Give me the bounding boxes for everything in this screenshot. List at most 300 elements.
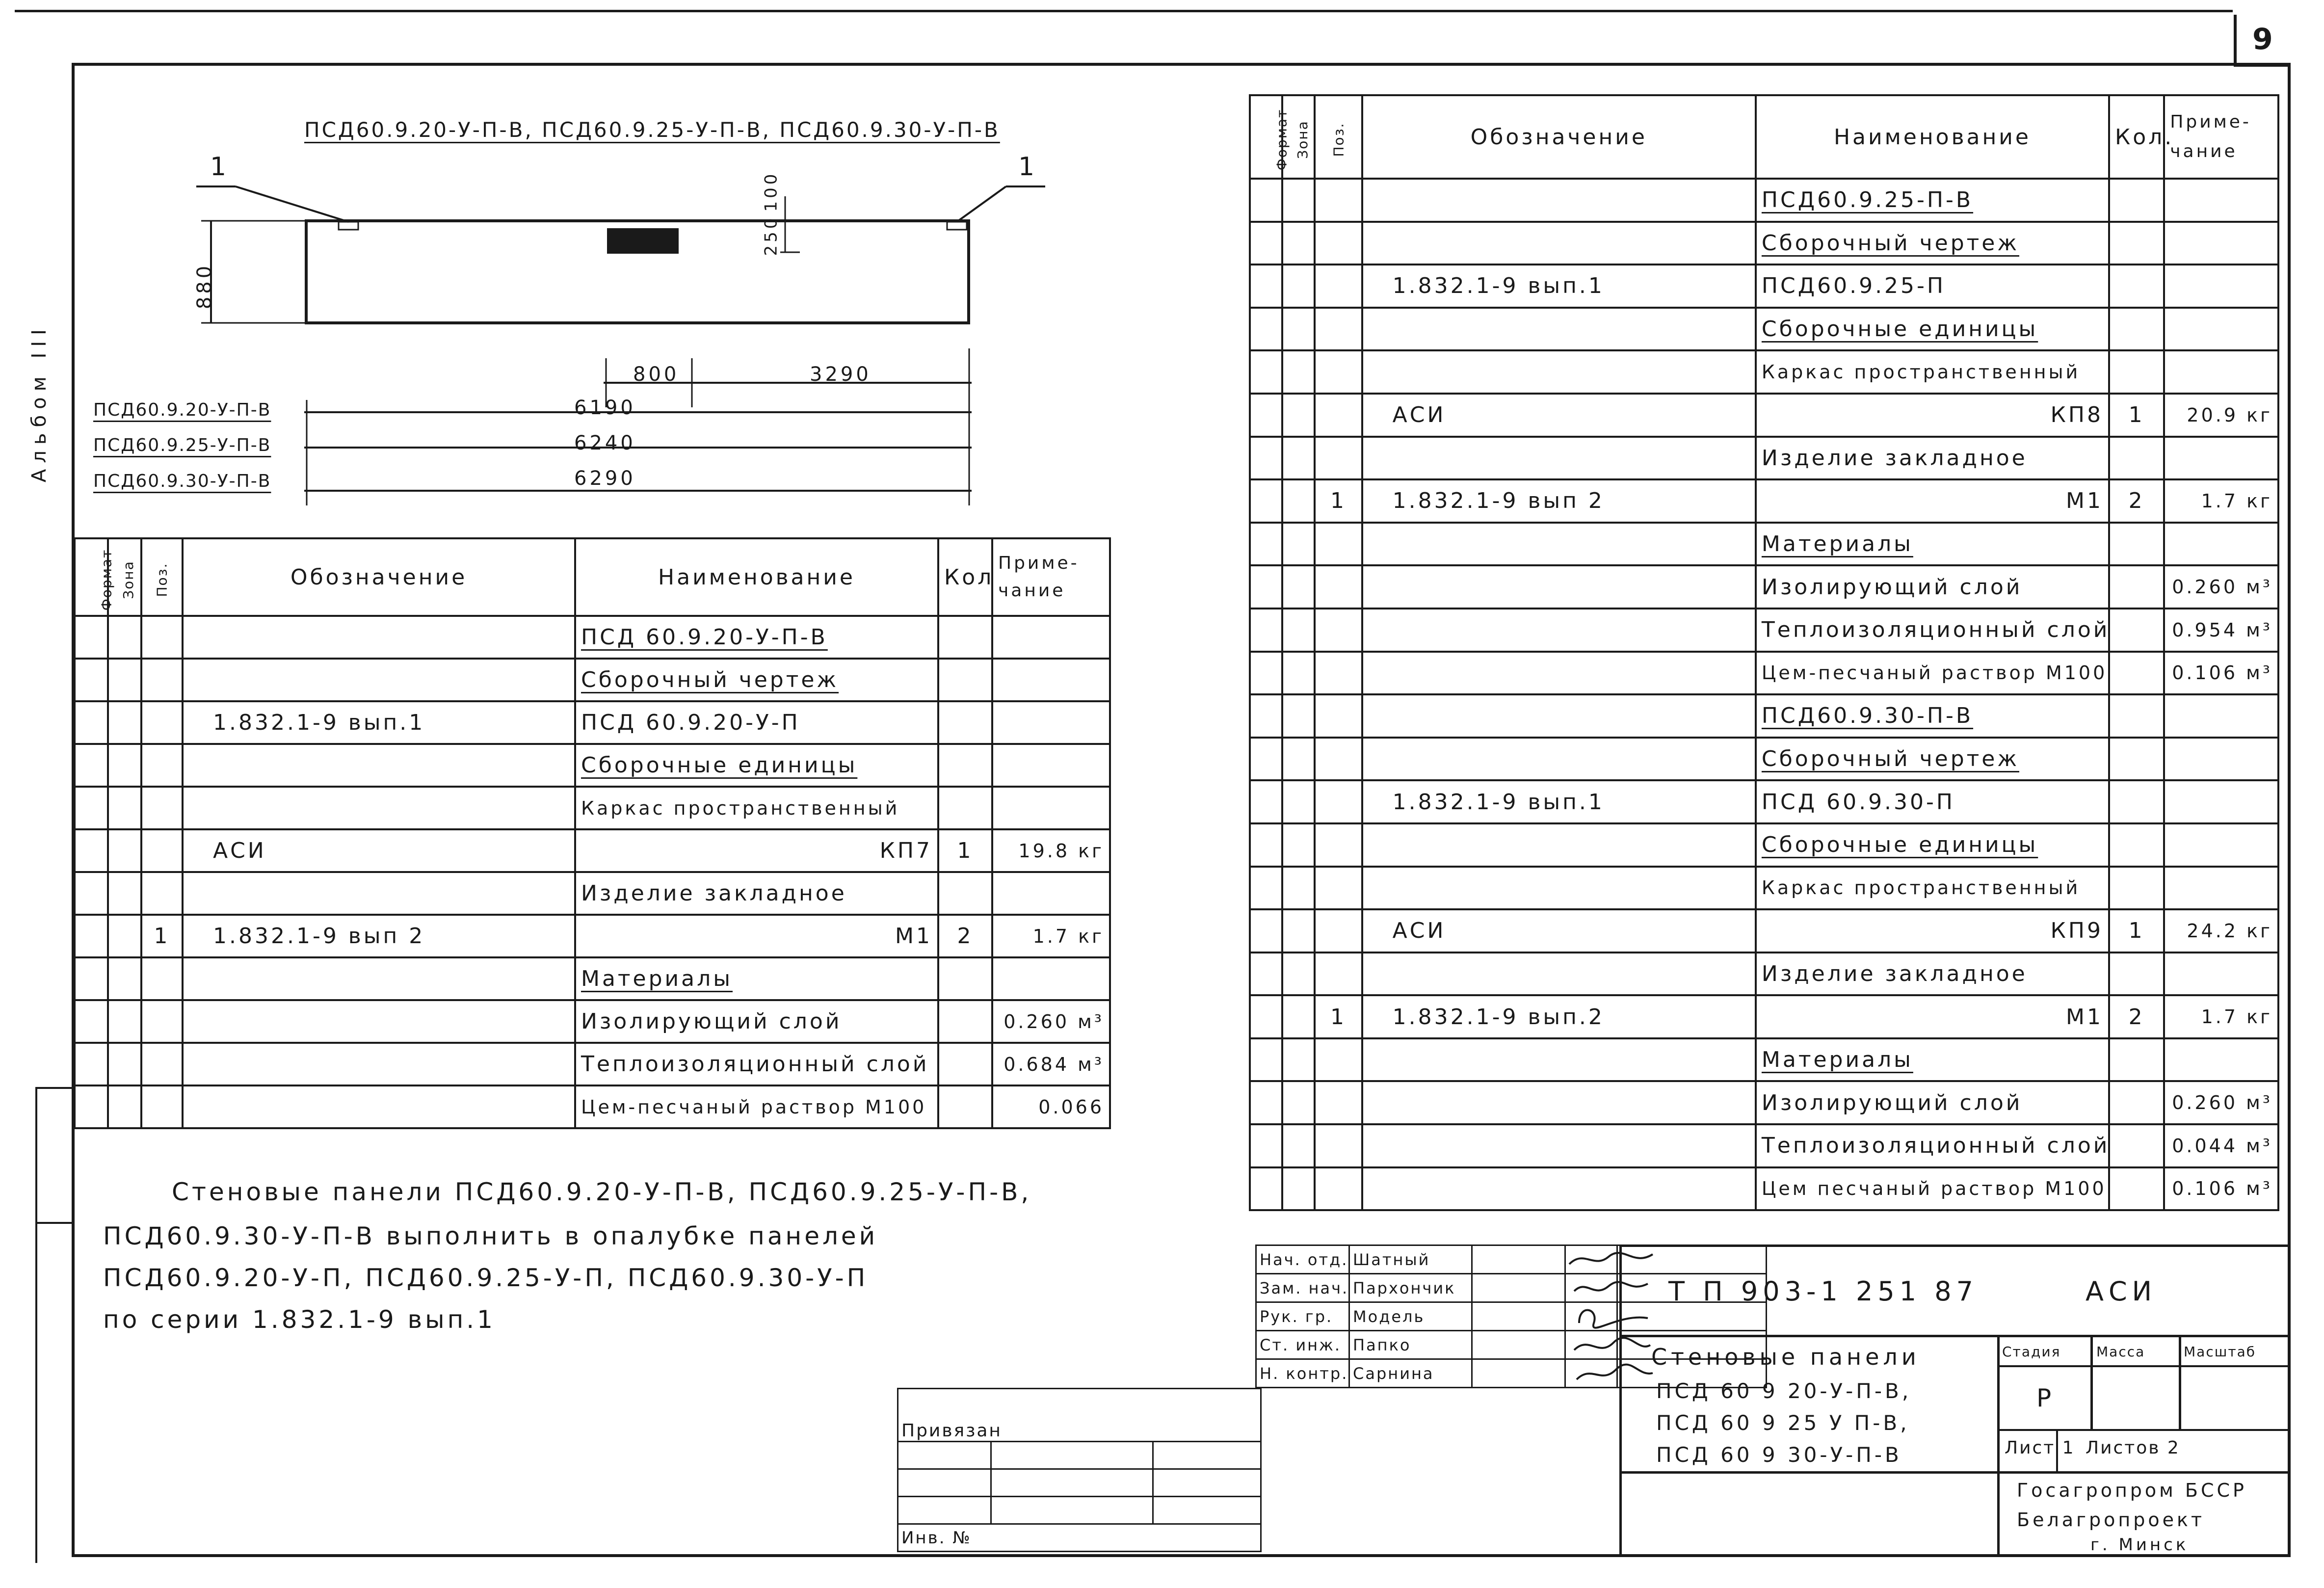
cell-note [2164, 953, 2278, 996]
cell-designation: 1.832.1-9 вып.1 [1362, 265, 1756, 308]
signature-3 [1472, 1302, 1565, 1331]
cell-note [992, 957, 1110, 1000]
cell-qty: 2 [2109, 479, 2164, 523]
cell-note: 0.106 м³ [2164, 652, 2278, 695]
table-row [1250, 222, 2278, 265]
cell-pos [141, 744, 183, 787]
cell-zone [108, 915, 141, 957]
cell-pos [1315, 1081, 1362, 1124]
table-row [1250, 995, 2278, 1038]
cell-qty [938, 744, 992, 787]
cell-format [1250, 652, 1282, 695]
table-row [1250, 350, 2278, 394]
table-row [1250, 909, 2278, 953]
table-row [75, 1000, 1110, 1043]
cell-format [75, 1085, 108, 1128]
cell-pos [1315, 350, 1362, 394]
frame-top [74, 63, 2291, 66]
cell-designation [1362, 652, 1756, 695]
cell-qty: 2 [2109, 995, 2164, 1038]
name-4: Папко [1349, 1331, 1472, 1359]
cell-designation: 1.832.1-9 вып 2 [183, 915, 575, 957]
table-row [1250, 652, 2278, 695]
cell-note: 24.2 кг [2164, 909, 2278, 953]
cell-format [1250, 308, 1282, 351]
cell-name: ПСД60.9.25-П-В [1756, 179, 2109, 222]
cell-qty [2109, 222, 2164, 265]
left-margin-mark [37, 1087, 74, 1089]
cell-qty [2109, 694, 2164, 738]
cell-designation [1362, 350, 1756, 394]
col-pos: Поз. [1315, 95, 1362, 179]
cell-zone [1282, 823, 1315, 867]
cell-note: 19.8 кг [992, 829, 1110, 872]
cell-zone [1282, 479, 1315, 523]
inv-number: Инв. № [898, 1524, 1261, 1552]
cell-designation [183, 787, 575, 829]
callout-right: 1 [1018, 152, 1038, 182]
cell-pos [1315, 179, 1362, 222]
cell-pos [1315, 1167, 1362, 1211]
cell-format [75, 701, 108, 744]
album-label: Альбом III [28, 323, 51, 482]
cell-qty [938, 872, 992, 915]
col-designation: Обозначение [183, 538, 575, 616]
cell-zone [108, 872, 141, 915]
cell-format [1250, 394, 1282, 437]
cell-note [992, 744, 1110, 787]
cell-qty [2109, 179, 2164, 222]
cell-pos [1315, 565, 1362, 609]
cell-zone [1282, 523, 1315, 566]
cell-designation [1362, 437, 1756, 480]
stamp-vline-1 [1997, 1335, 2000, 1472]
cell-note: 0.684 м³ [992, 1043, 1110, 1085]
sheets-total: Листов 2 [2086, 1438, 2180, 1458]
cell-pos [1315, 394, 1362, 437]
name-2: Пархончик [1349, 1274, 1472, 1302]
cell-qty [938, 1043, 992, 1085]
cell-zone [1282, 350, 1315, 394]
cell-format [1250, 523, 1282, 566]
cell-format [1250, 780, 1282, 823]
cell-designation: АСИ [1362, 909, 1756, 953]
drawing-title: ПСД60.9.20-У-П-В, ПСД60.9.25-У-П-В, ПСД60.9.30-У-П-В [304, 118, 1000, 142]
table-row [1250, 265, 2278, 308]
cell-note [2164, 308, 2278, 351]
cell-name: ПСД 60.9.30-П [1756, 780, 2109, 823]
cell-name: Изделие закладное [575, 872, 938, 915]
cell-zone [1282, 565, 1315, 609]
cell-name: Изделие закладное [1756, 437, 2109, 480]
cell-qty: 1 [938, 829, 992, 872]
cell-format [75, 659, 108, 701]
col-format: Формат [75, 538, 108, 616]
table-row [75, 744, 1110, 787]
cell-zone [108, 1000, 141, 1043]
table-row [75, 829, 1110, 872]
cell-zone [1282, 652, 1315, 695]
right-spec-table [1249, 94, 2279, 1211]
cell-pos [1315, 265, 1362, 308]
org-1: Госагропром БССР [2017, 1480, 2247, 1501]
cell-note [992, 659, 1110, 701]
cell-format [75, 872, 108, 915]
cell-qty [2109, 1038, 2164, 1082]
cell-pos [1315, 609, 1362, 652]
role-3: Рук. гр. [1256, 1302, 1349, 1331]
cell-name: Цем-песчаный раствор М100 [1756, 652, 2109, 695]
cell-note [2164, 265, 2278, 308]
cell-zone [1282, 1167, 1315, 1211]
cell-note: 0.044 м³ [2164, 1124, 2278, 1167]
cell-pos [1315, 738, 1362, 781]
binding-label: Привязан [898, 1389, 1261, 1442]
panel-elevation-svg [74, 147, 1055, 520]
cell-name: М1 [1756, 995, 2109, 1038]
cell-zone [108, 744, 141, 787]
cell-note: 1.7 кг [2164, 479, 2278, 523]
table-row [75, 872, 1110, 915]
cell-designation [183, 1085, 575, 1128]
cell-pos [1315, 867, 1362, 910]
left-margin-mark-2 [37, 1222, 74, 1224]
name-3: Модель [1349, 1302, 1472, 1331]
cell-qty [938, 1000, 992, 1043]
title-line-2: ПСД 60 9 20-У-П-В, [1656, 1379, 1912, 1403]
cell-format [1250, 823, 1282, 867]
cell-note: 1.7 кг [992, 915, 1110, 957]
signature-5 [1472, 1359, 1565, 1388]
cell-designation [1362, 308, 1756, 351]
cell-pos [1315, 953, 1362, 996]
cell-name: Цем-песчаный раствор М100 [575, 1085, 938, 1128]
cell-pos [141, 616, 183, 659]
cell-name: Цем песчаный раствор М100 [1756, 1167, 2109, 1211]
cell-designation [1362, 565, 1756, 609]
cell-zone [1282, 694, 1315, 738]
cell-note [2164, 179, 2278, 222]
cell-designation [1362, 609, 1756, 652]
cell-note [2164, 350, 2278, 394]
table-row [1250, 1038, 2278, 1082]
cell-pos [1315, 909, 1362, 953]
cell-pos [141, 787, 183, 829]
cell-name: Сборочный чертеж [575, 659, 938, 701]
table-row [75, 957, 1110, 1000]
dim-250: 250 [761, 215, 781, 256]
cell-format [75, 1000, 108, 1043]
stamp-hline-2 [1997, 1365, 2291, 1367]
cell-zone [1282, 867, 1315, 910]
cell-qty [2109, 1167, 2164, 1211]
cell-name: Каркас пространственный [1756, 867, 2109, 910]
cell-name: Теплоизоляционный слой [1756, 1124, 2109, 1167]
cell-note [2164, 523, 2278, 566]
cell-qty [938, 787, 992, 829]
note-line-3: ПСД60.9.20-У-П, ПСД60.9.25-У-П, ПСД60.9.30-У-П [103, 1264, 869, 1292]
role-2: Зам. нач. [1256, 1274, 1349, 1302]
cell-name: Изолирующий слой [1756, 565, 2109, 609]
cell-qty [2109, 308, 2164, 351]
cell-format [75, 787, 108, 829]
table-row [1250, 823, 2278, 867]
col-name: Наименование [1756, 95, 2109, 179]
dim-height: 880 [193, 263, 216, 310]
cell-format [1250, 1081, 1282, 1124]
cell-pos [141, 872, 183, 915]
cell-designation [183, 659, 575, 701]
table-row [75, 616, 1110, 659]
stamp-hline-3 [1997, 1429, 2291, 1431]
table-row [75, 1043, 1110, 1085]
cell-note: 0.260 м³ [992, 1000, 1110, 1043]
cell-format [1250, 1038, 1282, 1082]
table-row [1250, 867, 2278, 910]
cell-qty [2109, 867, 2164, 910]
note-line-2: ПСД60.9.30-У-П-В выполнить в опалубке панелей [103, 1222, 878, 1250]
table-row [1250, 523, 2278, 566]
cell-zone [108, 616, 141, 659]
cell-designation: АСИ [183, 829, 575, 872]
cell-name: КП8 [1756, 394, 2109, 437]
name-1: Шатный [1349, 1245, 1472, 1274]
cell-name: Каркас пространственный [575, 787, 938, 829]
cell-zone [1282, 394, 1315, 437]
cell-pos [1315, 694, 1362, 738]
left-margin-edge [35, 1087, 37, 1563]
cell-name: КП7 [575, 829, 938, 872]
stamp-hline-1 [1619, 1335, 2291, 1337]
length-mark-2: ПСД60.9.25-У-П-В [93, 435, 271, 455]
dim-3290: 3290 [810, 363, 872, 386]
length-value-2: 6240 [574, 432, 636, 454]
cell-qty [2109, 609, 2164, 652]
cell-pos [141, 1085, 183, 1128]
signature-1 [1472, 1245, 1565, 1274]
cell-zone [1282, 437, 1315, 480]
cell-name: М1 [1756, 479, 2109, 523]
cell-name: М1 [575, 915, 938, 957]
length-value-3: 6290 [574, 467, 636, 490]
doc-code: Т П 903-1 251 87 [1668, 1276, 1978, 1307]
cell-qty [2109, 738, 2164, 781]
cell-format [1250, 479, 1282, 523]
table-row [75, 1085, 1110, 1128]
cell-format [75, 915, 108, 957]
cell-format [1250, 1167, 1282, 1211]
stamp-hline-4 [1619, 1471, 2291, 1474]
cell-format [1250, 437, 1282, 480]
sheet-no: Лист 1 [2005, 1438, 2075, 1458]
cell-name: ПСД60.9.25-П [1756, 265, 2109, 308]
cell-format [1250, 995, 1282, 1038]
cell-note: 1.7 кг [2164, 995, 2278, 1038]
cell-pos [1315, 308, 1362, 351]
cell-note [2164, 738, 2278, 781]
cell-name: Изделие закладное [1756, 953, 2109, 996]
role-1: Нач. отд. [1256, 1245, 1349, 1274]
cell-pos [1315, 780, 1362, 823]
dim-100: 100 [761, 171, 781, 212]
cell-qty [938, 957, 992, 1000]
cell-pos [1315, 823, 1362, 867]
cell-format [1250, 609, 1282, 652]
title-line-4: ПСД 60 9 30-У-П-В [1656, 1443, 1902, 1467]
cell-pos [141, 829, 183, 872]
cell-note [2164, 222, 2278, 265]
cell-name: Изолирующий слой [1756, 1081, 2109, 1124]
cell-designation [183, 616, 575, 659]
cell-zone [108, 1085, 141, 1128]
cell-qty [2109, 953, 2164, 996]
cell-zone [1282, 953, 1315, 996]
cell-qty [2109, 565, 2164, 609]
table-row [1250, 1081, 2278, 1124]
scale-header: Масштаб [2184, 1344, 2256, 1360]
role-5: Н. контр. [1256, 1359, 1349, 1388]
cell-designation [1362, 1038, 1756, 1082]
cell-pos: 1 [1315, 995, 1362, 1038]
table-row [1250, 738, 2278, 781]
table-row [1250, 179, 2278, 222]
cell-qty: 1 [2109, 394, 2164, 437]
cell-qty: 1 [2109, 909, 2164, 953]
length-mark-1: ПСД60.9.20-У-П-В [93, 400, 271, 420]
col-note: Приме- чание [992, 538, 1110, 616]
cell-designation [1362, 1167, 1756, 1211]
cell-format [1250, 265, 1282, 308]
cell-note: 20.9 кг [2164, 394, 2278, 437]
callout-left: 1 [210, 152, 230, 182]
table-row [1250, 1167, 2278, 1211]
cell-zone [1282, 909, 1315, 953]
cell-pos [1315, 222, 1362, 265]
cell-qty [2109, 780, 2164, 823]
stamp-vline-2 [2090, 1335, 2093, 1430]
cell-designation [183, 744, 575, 787]
cell-pos: 1 [141, 915, 183, 957]
table-row [75, 915, 1110, 957]
cell-designation [1362, 523, 1756, 566]
title-line-3: ПСД 60 9 25 У П-В, [1656, 1411, 1910, 1435]
table-row [1250, 565, 2278, 609]
cell-pos [141, 957, 183, 1000]
top-rule [15, 10, 2233, 12]
dim-800: 800 [633, 363, 680, 386]
cell-name: КП9 [1756, 909, 2109, 953]
cell-pos [141, 1043, 183, 1085]
cell-name: Каркас пространственный [1756, 350, 2109, 394]
cell-pos [141, 1000, 183, 1043]
cell-designation [183, 957, 575, 1000]
cell-note: 0.260 м³ [2164, 565, 2278, 609]
cell-designation: 1.832.1-9 вып.1 [183, 701, 575, 744]
col-qty: Кол [938, 538, 992, 616]
cell-name: Теплоизоляционный слой [575, 1043, 938, 1085]
cell-designation [1362, 867, 1756, 910]
cell-qty [938, 701, 992, 744]
cell-designation [1362, 222, 1756, 265]
cell-format [1250, 222, 1282, 265]
cell-qty [938, 659, 992, 701]
stage-header: Стадия [2002, 1344, 2061, 1360]
stamp-vline-3 [2179, 1335, 2181, 1430]
col-qty: Кол. [2109, 95, 2164, 179]
cell-name: ПСД 60.9.20-У-П [575, 701, 938, 744]
cell-note [2164, 780, 2278, 823]
cell-designation: 1.832.1-9 вып.2 [1362, 995, 1756, 1038]
table-row [1250, 953, 2278, 996]
cell-name: Материалы [1756, 1038, 2109, 1082]
note-line-4: по серии 1.832.1-9 вып.1 [103, 1305, 496, 1334]
col-note: Приме- чание [2164, 95, 2278, 179]
cell-pos [1315, 523, 1362, 566]
cell-name: Материалы [575, 957, 938, 1000]
cell-qty [2109, 523, 2164, 566]
cell-format [1250, 694, 1282, 738]
cell-note [2164, 1038, 2278, 1082]
cell-zone [1282, 222, 1315, 265]
table-row [1250, 394, 2278, 437]
cell-format [75, 829, 108, 872]
cell-pos [141, 701, 183, 744]
table-row [1250, 694, 2278, 738]
col-format: Формат [1250, 95, 1282, 179]
cell-name: Сборочные единицы [1756, 308, 2109, 351]
cell-note [992, 701, 1110, 744]
cell-name: Материалы [1756, 523, 2109, 566]
cell-format [75, 616, 108, 659]
cell-zone [1282, 265, 1315, 308]
cell-name: Сборочный чертеж [1756, 738, 2109, 781]
cell-pos [141, 659, 183, 701]
cell-note: 0.954 м³ [2164, 609, 2278, 652]
cell-designation: 1.832.1-9 вып 2 [1362, 479, 1756, 523]
table-row [75, 787, 1110, 829]
cell-format [1250, 909, 1282, 953]
cell-note [2164, 437, 2278, 480]
col-name: Наименование [575, 538, 938, 616]
cell-format [1250, 1124, 1282, 1167]
cell-designation: АСИ [1362, 394, 1756, 437]
role-4: Ст. инж. [1256, 1331, 1349, 1359]
table-row [1250, 1124, 2278, 1167]
cell-qty [2109, 823, 2164, 867]
cell-zone [108, 829, 141, 872]
cell-qty [2109, 1124, 2164, 1167]
cell-zone [108, 787, 141, 829]
cell-name: Изолирующий слой [575, 1000, 938, 1043]
cell-designation [1362, 1081, 1756, 1124]
cell-qty [2109, 652, 2164, 695]
stage-value: Р [2036, 1384, 2055, 1412]
cell-zone [1282, 308, 1315, 351]
cell-name: Сборочные единицы [575, 744, 938, 787]
cell-zone [1282, 738, 1315, 781]
cell-zone [1282, 1081, 1315, 1124]
cell-designation [1362, 694, 1756, 738]
cell-note [992, 787, 1110, 829]
left-spec-table [74, 537, 1111, 1129]
table-row [75, 701, 1110, 744]
cell-zone [108, 957, 141, 1000]
table-row [1250, 479, 2278, 523]
cell-designation [1362, 823, 1756, 867]
cell-note [2164, 867, 2278, 910]
cell-pos [1315, 652, 1362, 695]
cell-zone [1282, 780, 1315, 823]
